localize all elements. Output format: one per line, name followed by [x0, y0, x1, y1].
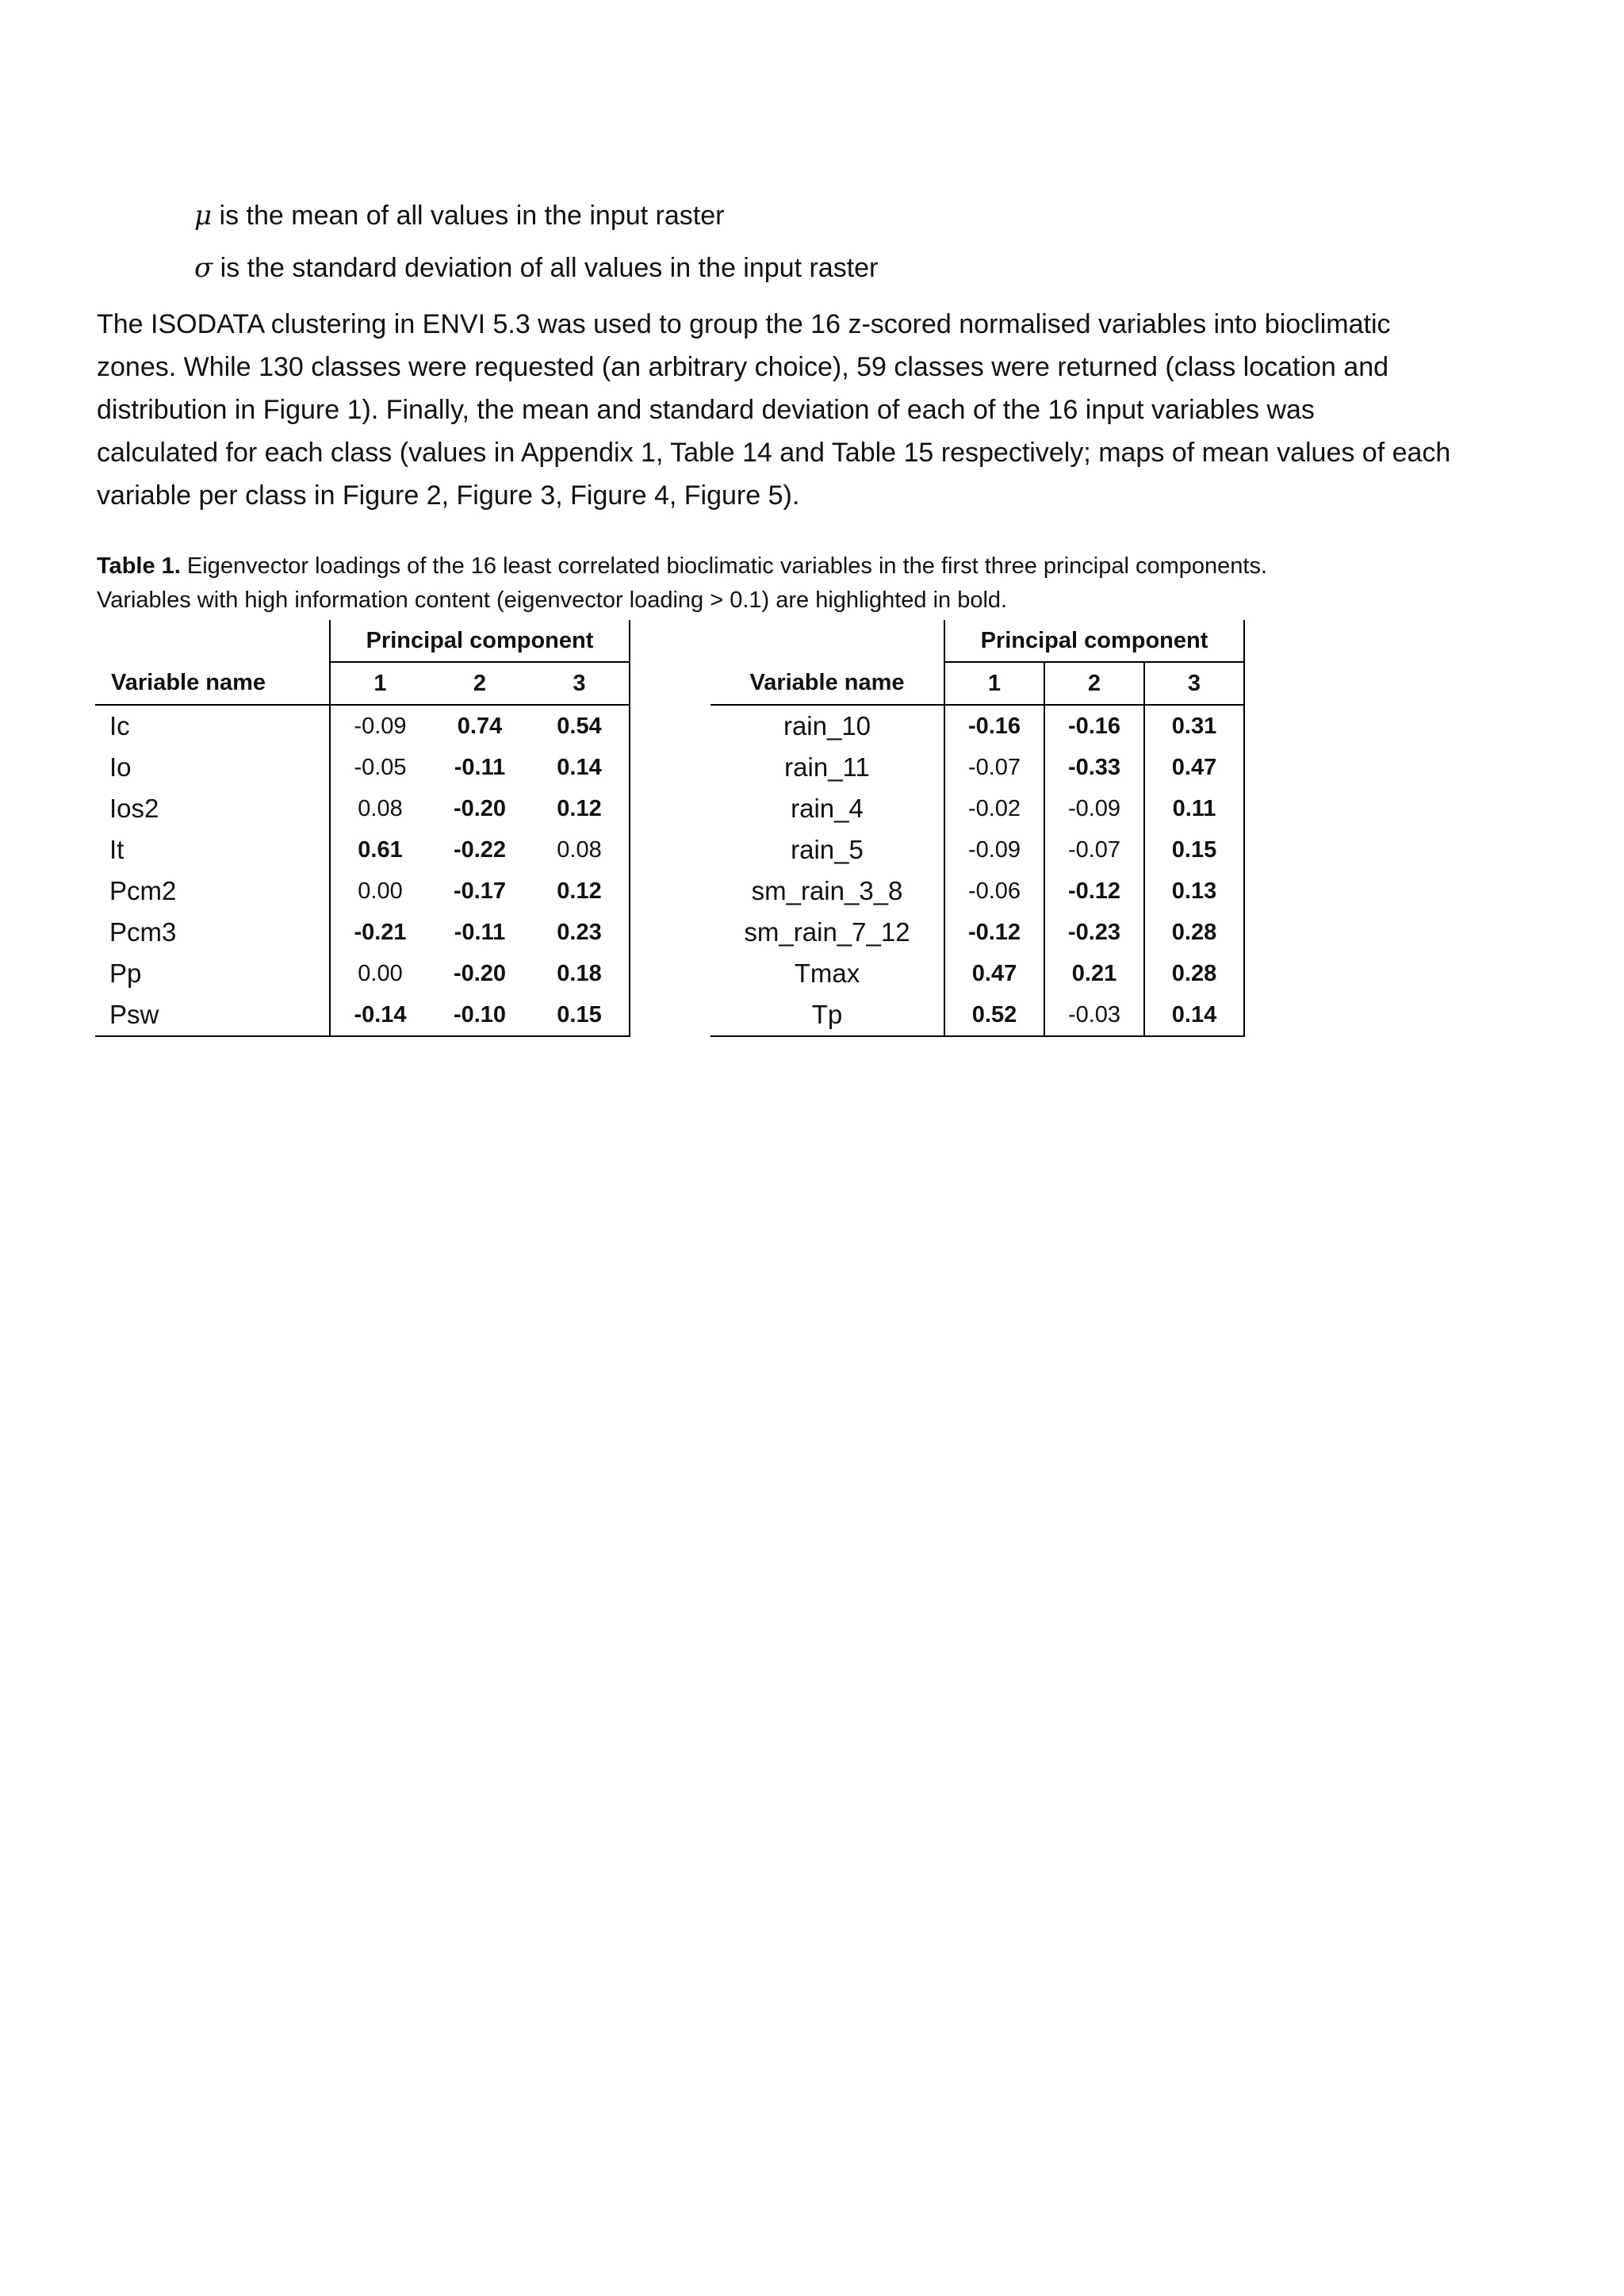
pc3-header: 3 [530, 662, 630, 705]
loading-cell-pc1: -0.16 [944, 705, 1044, 747]
table-row [95, 994, 630, 1036]
loading-cell-pc2: -0.33 [1044, 747, 1144, 788]
table-row [95, 953, 630, 994]
table-row [710, 747, 1244, 788]
table-row [710, 871, 1244, 912]
caption-line-1: Eigenvector loadings of the 16 least correlated bioclimatic variables in the first three principal components. [180, 553, 1268, 579]
variable-name-header: Variable name [95, 662, 330, 705]
body-paragraph [97, 303, 1492, 517]
pc3-header: 3 [1144, 662, 1244, 705]
loading-cell-pc3: 0.08 [530, 829, 630, 871]
loading-cell-pc2: -0.10 [430, 994, 530, 1036]
eigenvector-table-right [710, 620, 1245, 1037]
variable-name-cell: Pcm2 [109, 876, 177, 905]
loading-cell-pc2: -0.20 [453, 960, 507, 986]
paragraph-line: zones. While 130 classes were requested (an arbitrary choice), 59 classes were returned (class location and [97, 352, 1389, 382]
loading-cell-pc3: 0.28 [1144, 912, 1244, 953]
loading-cell-pc2: -0.12 [1044, 871, 1144, 912]
loading-cell-pc3: 0.12 [530, 871, 630, 912]
loading-cell-pc3: 0.15 [530, 994, 630, 1036]
loading-cell-pc3: 0.28 [1144, 953, 1244, 994]
table-row [710, 705, 1244, 747]
loading-cell-pc3: 0.14 [530, 747, 630, 788]
loading-cell-pc1: 0.00 [330, 953, 430, 994]
variable-name-cell: sm_rain_7_12 [744, 917, 910, 947]
loading-cell-pc1: -0.05 [330, 747, 430, 788]
loading-cell-pc3: 0.12 [530, 788, 630, 829]
loading-cell-pc3: 0.54 [530, 705, 630, 747]
caption-label: Table 1. [97, 553, 181, 579]
table-row [710, 788, 1244, 829]
table-row [95, 705, 630, 747]
variable-name-cell: Pcm3 [109, 917, 177, 947]
definition-sigma-text: is the standard deviation of all values in the input raster [213, 253, 879, 283]
paragraph-line: variable per class in Figure 2, Figure 3, Figure 4, Figure 5). [97, 480, 800, 511]
loading-cell-pc1: -0.06 [944, 871, 1044, 912]
loading-cell-pc2: -0.09 [1044, 788, 1144, 829]
paragraph-line: calculated for each class (values in Appendix 1, Table 14 and Table 15 respectively; maps of mean values of each [97, 438, 1451, 468]
table-row [710, 953, 1244, 994]
loading-cell-pc1: 0.08 [330, 788, 430, 829]
sigma-symbol: σ [194, 252, 213, 284]
caption-line-2: Variables with high information content (eigenvector loading > 0.1) are highlighted in bold. [97, 587, 1008, 613]
variable-name-cell: rain_5 [791, 835, 864, 864]
principal-component-header: Principal component [330, 620, 630, 662]
paragraph-line: distribution in Figure 1). Finally, the mean and standard deviation of each of the 16 input variables was [97, 395, 1315, 425]
loading-cell-pc3: 0.11 [1144, 788, 1244, 829]
loading-cell-pc1: -0.12 [944, 912, 1044, 953]
variable-name-cell: It [109, 835, 124, 864]
loading-cell-pc1: -0.07 [944, 747, 1044, 788]
loading-cell-pc3: 0.23 [530, 912, 630, 953]
loading-cell-pc1: -0.09 [944, 829, 1044, 871]
eigenvector-table-left [95, 620, 630, 1037]
definition-mu-text: is the mean of all values in the input raster [212, 201, 725, 231]
loading-cell-pc1: -0.14 [330, 994, 430, 1036]
table-row [95, 747, 630, 788]
variable-name-cell: Ios2 [109, 794, 159, 823]
principal-component-header: Principal component [944, 620, 1244, 662]
variable-name-cell: Io [109, 752, 132, 782]
loading-cell-pc3: 0.15 [1144, 829, 1244, 871]
variable-name-header: Variable name [710, 662, 944, 705]
variable-name-cell: Tp [710, 994, 944, 1036]
loading-cell-pc3: 0.18 [530, 953, 630, 994]
loading-cell-pc2: 0.74 [457, 713, 503, 739]
table-caption [97, 549, 1524, 618]
loading-cell-pc1: -0.21 [330, 912, 430, 953]
variable-name-cell: sm_rain_3_8 [751, 876, 903, 905]
pc1-header: 1 [330, 662, 430, 705]
variable-name-cell: Psw [95, 994, 330, 1036]
variable-name-cell: rain_11 [784, 752, 870, 782]
loading-cell-pc3: 0.47 [1144, 747, 1244, 788]
definition-mu [194, 200, 724, 232]
table-row [710, 829, 1244, 871]
loading-cell-pc1: 0.00 [330, 871, 430, 912]
loading-cell-pc2: -0.16 [1044, 705, 1144, 747]
loading-cell-pc2: -0.11 [454, 754, 506, 780]
loading-cell-pc2: -0.23 [1044, 912, 1144, 953]
pc2-header: 2 [1044, 662, 1144, 705]
loading-cell-pc3: 0.31 [1144, 705, 1244, 747]
pc1-header: 1 [944, 662, 1044, 705]
table-row [95, 788, 630, 829]
mu-symbol: μ [194, 200, 213, 232]
loading-cell-pc2: -0.07 [1044, 829, 1144, 871]
loading-cell-pc1: -0.02 [944, 788, 1044, 829]
loading-cell-pc2: -0.03 [1044, 994, 1144, 1036]
variable-name-cell: Ic [109, 711, 130, 740]
pc2-header: 2 [430, 662, 530, 705]
table-row [95, 829, 630, 871]
loading-cell-pc2: -0.17 [453, 878, 507, 904]
loading-cell-pc3: 0.13 [1144, 871, 1244, 912]
table-row [710, 912, 1244, 953]
definition-sigma [194, 252, 878, 284]
paragraph-line: The ISODATA clustering in ENVI 5.3 was used to group the 16 z-scored normalised variables into bioclimatic [97, 309, 1391, 339]
table-row [95, 871, 630, 912]
loading-cell-pc2: 0.21 [1044, 953, 1144, 994]
loading-cell-pc1: 0.61 [330, 829, 430, 871]
loading-cell-pc1: 0.52 [944, 994, 1044, 1036]
variable-name-cell: rain_4 [791, 794, 864, 823]
loading-cell-pc2: -0.20 [453, 795, 507, 821]
loading-cell-pc1: 0.47 [944, 953, 1044, 994]
loading-cell-pc2: -0.22 [453, 836, 507, 863]
variable-name-cell: Tmax [794, 959, 860, 988]
table-row [710, 994, 1244, 1036]
loading-cell-pc3: 0.14 [1144, 994, 1244, 1036]
variable-name-cell: rain_10 [783, 711, 871, 740]
loading-cell-pc2: -0.11 [454, 919, 506, 945]
table-row [95, 912, 630, 953]
variable-name-cell: Pp [109, 959, 142, 988]
loading-cell-pc1: -0.09 [330, 705, 430, 747]
